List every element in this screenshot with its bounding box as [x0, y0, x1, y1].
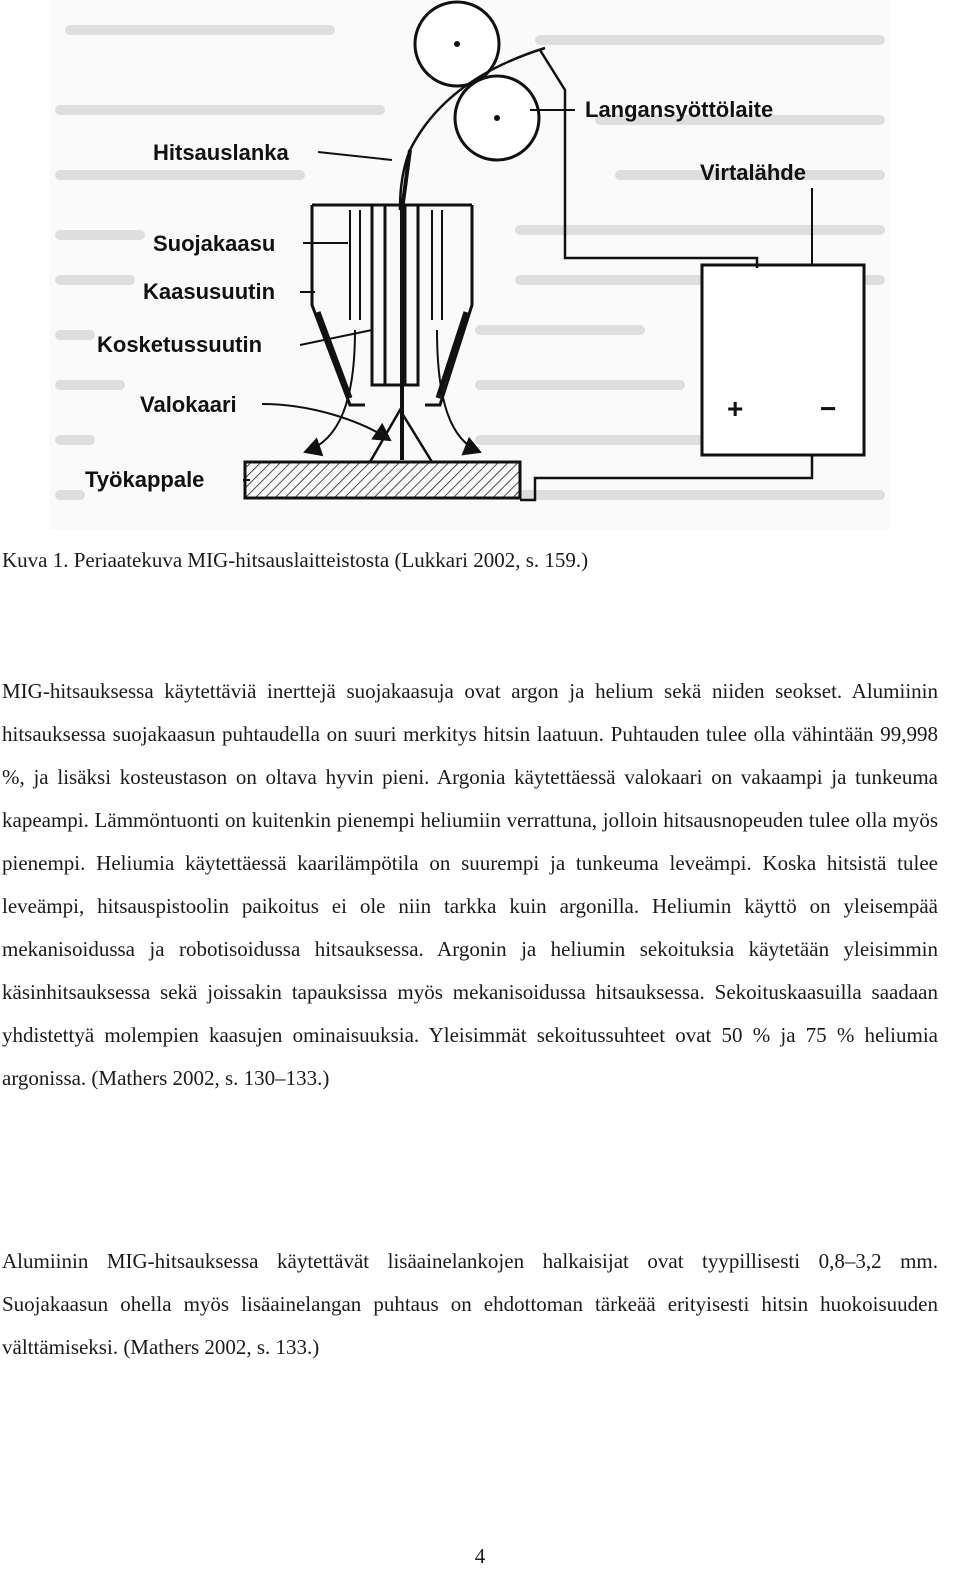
label-arc: Valokaari: [140, 392, 237, 417]
label-welding-wire: Hitsauslanka: [153, 140, 289, 165]
page-number: 4: [474, 1544, 486, 1568]
paragraph-shielding-gases: MIG-hitsauksessa käytettäviä inerttejä suojakaasuja ovat argon ja helium sekä niiden seokset. Alumiinin hitsauksessa suojakaasun puhtaudella on suuri merkitys hitsin laatuun. Puhtauden tulee olla vähintään 99,998 %, ja lisäksi kosteustason on oltava hyvin pieni. Argonia käytettäessä valokaari on vakaampi ja tunkeuma kapeampi. Lämmöntuonti on kuitenkin pienempi heliumiin verrattuna, jolloin hitsausnopeuden tulee olla myös pienempi. Heliumia käytettäessä kaarilämpötila on suurempi ja tunkeuma leveämpi. Koska hitsistä tulee leveämpi, hitsauspistoolin paikoitus ei ole niin tarkka kuin argonilla. Heliumin käyttö on yleisempää mekanisoidussa ja robotisoidussa hitsauksessa. Argonin ja heliumin sekoituksia käytetään yleisimmin käsinhitsauksessa sekä joissakin tapauksissa myös mekanisoidussa hitsauksessa. Sekoituskaasuilla saadaan yhdistettyä molempien kaasujen ominaisuuksia. Yleisimmät sekoitussuhteet ovat 50 % ja 75 % heliumia argonissa. (Mathers 2002, s. 130–133.): [2, 679, 938, 1090]
label-gas-nozzle: Kaasusuutin: [143, 279, 276, 304]
label-shielding-gas: Suojakaasu: [153, 231, 276, 256]
mig-welding-diagram: [0, 0, 960, 540]
power-source-box: [702, 265, 864, 455]
minus-terminal-label: −: [820, 393, 837, 424]
workpiece-block: [245, 462, 520, 498]
label-contact-tip: Kosketussuutin: [97, 332, 263, 357]
label-wire-feeder: Langansyöttölaite: [585, 97, 774, 122]
plus-terminal-label: +: [727, 393, 744, 424]
figure-caption: Kuva 1. Periaatekuva MIG-hitsauslaitteistosta (Lukkari 2002, s. 159.): [2, 548, 589, 572]
label-power-source: Virtalähde: [700, 160, 806, 185]
label-workpiece: Työkappale: [85, 467, 205, 492]
paragraph-wire-diameter: Alumiinin MIG-hitsauksessa käytettävät lisäainelankojen halkaisijat ovat tyypillisesti 0,8–3,2 mm. Suojakaasun ohella myös lisäainelangan puhtaus on ehdottoman tärkeää erityisesti hitsin huokoisuuden välttämiseksi. (Mathers 2002, s. 133.): [2, 1249, 938, 1359]
